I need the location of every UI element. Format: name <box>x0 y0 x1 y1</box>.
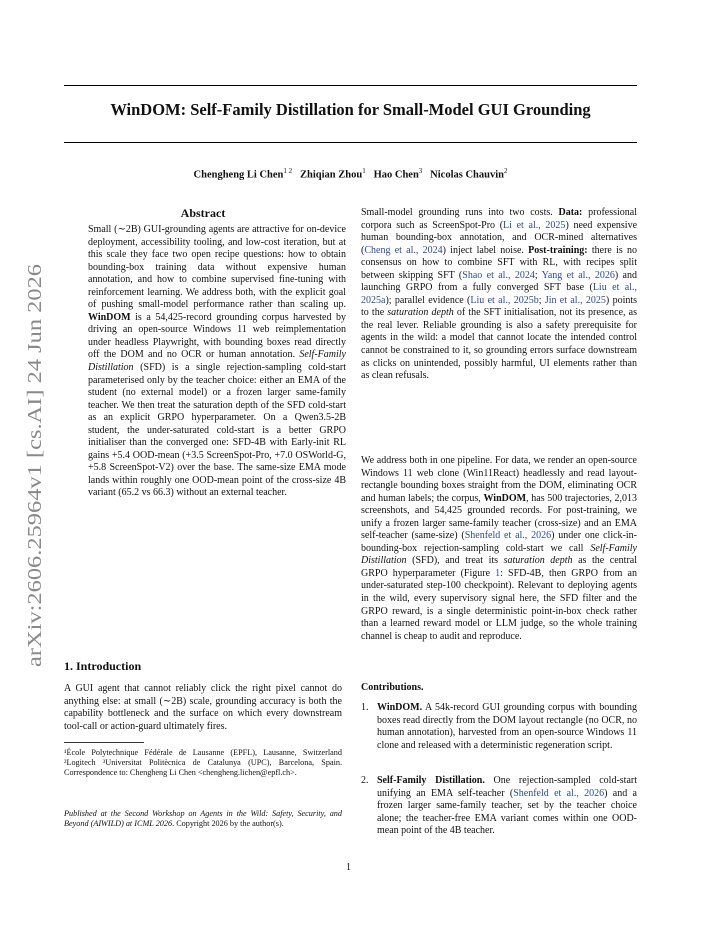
citation-link[interactable]: Yang et al., 2026 <box>541 269 615 281</box>
right-paragraph-1 <box>361 207 637 383</box>
label-data: Data: <box>558 207 583 218</box>
title-top-rule <box>64 85 637 86</box>
contribution-title: Self-Family Distillation. <box>377 775 485 786</box>
emphasis-text: saturation depth <box>387 307 454 319</box>
body-text: ; <box>534 269 542 281</box>
author-name: Hao Chen <box>373 169 419 181</box>
arxiv-side-label <box>10 262 52 672</box>
body-text: : SFD-4B, then GRPO from an under-saturated step-100 checkpoint). Relevant to deploying agents in the wild, every supervisory signal here, the SFD filter and the GRPO reward, is a single deterministic point-in-box check rather than a learned reward model or LLM judge, so the whole training channel is cheap to audit and reproduce. <box>361 567 637 642</box>
contribution-item-1 <box>377 702 637 752</box>
section-heading-introduction: 1. Introduction <box>64 659 142 673</box>
author-list <box>64 167 637 181</box>
intro-text: A GUI agent that cannot reliably click the right pixel cannot do anything else: at small (∼2B) scale, grounding accuracy is both the capability bottleneck and the surface on which every downstream tool-call or action-guard ultimately fires. <box>64 683 342 732</box>
author-affiliation: 1 2 <box>283 167 293 175</box>
publication-venue: Published at the Second Workshop on Agents in the Wild: Safety, Security, and Beyond (AIWILD) at ICML 2026 <box>64 809 342 829</box>
body-text: as the central GRPO hyperparameter (Figure <box>361 555 638 579</box>
body-text: professional corpora such as ScreenSpot-Pro ( <box>361 207 637 231</box>
body-text: of the SFT initialisation, not its presence, as the real lever. Reliable grounding is also a safety prerequisite for agents in the wild: a model that cannot locate the intended control cannot be constrained to it, so grounding errors surface downstream as clicks on unintended, possibly harmful, UI elements rather than as clean refusals. <box>361 307 638 382</box>
author-name: Zhiqian Zhou <box>300 169 363 181</box>
body-text: ; <box>538 294 545 306</box>
figure-reference-link[interactable]: 1 <box>495 567 501 579</box>
contribution-item-2 <box>377 775 637 838</box>
body-text: there is no consensus on how to combine SFT with RL, with recipes split between skipping SFT ( <box>361 244 637 281</box>
body-text: ) under one click-in-bounding-box rejection-sampling cold-start we call <box>361 530 637 554</box>
list-number: 2. <box>361 775 369 786</box>
author-name: Chengheng Li Chen <box>193 169 284 181</box>
contribution-title: WinDOM. <box>377 702 423 713</box>
author-affiliation: 3 <box>418 167 423 175</box>
copyright-text: . Copyright 2026 by the author(s). <box>172 819 284 829</box>
citation-link[interactable]: Shenfeld et al., 2026 <box>464 530 552 542</box>
right-paragraph-2 <box>361 455 637 643</box>
affiliation-footnote: ¹École Polytechnique Fédérale de Lausanne (EPFL), Lausanne, Switzerland ²Logitech ³Universitat Politècnica de Catalunya (UPC), Barcelona, Spain. Correspondence to: Chengheng Li Chen <chengheng.lichen@epfl.ch>. <box>64 748 342 778</box>
title-bottom-rule <box>64 142 637 143</box>
body-text: , has 500 trajectories, 2,013 screenshots, and 54,425 grounded records. For post-training, we unify a frozen larger same-family teacher (cross-size) and an EMA self-teacher (same-size) ( <box>361 492 638 542</box>
contributions-heading: Contributions. <box>361 682 424 693</box>
body-text: ) and launching GRPO from a fully converged SFT base ( <box>361 269 637 294</box>
body-text: One rejection-sampled cold-start unifying an EMA self-teacher ( <box>377 775 637 799</box>
author-name: Nicolas Chauvin <box>430 169 504 181</box>
abstract-text: (SFD) is a single rejection-sampling cold-start parameterised only by the teacher choice: either an EMA of the student (no external model) or a frozen larger same-family teacher. We then treat the saturation depth of the SFD cold-start as an explicit GRPO hyperparameter. On a Qwen3.5-2B student, the under-saturated cold-start is a better GRPO initialiser than the converged one: SFD-4B with Early-init RL gains +5.4 OOD-mean (+3.5 ScreenSpot-Pro, +7.0 OSWorld-G, +5.8 ScreenSpot-V2) over the base. The same-size EMA mode lands within roughly one OOD-mean point of the cross-size 4B variant (65.2 vs 66.3) without an external teacher. <box>88 362 346 499</box>
citation-link[interactable]: Shao et al., 2024 <box>462 269 535 281</box>
body-text: We address both in one pipeline. For data, we render an open-source Windows 11 web clone (Win11React) headlessly and read layout-rectangle bounding boxes straight from the DOM, eliminating OCR and human labels; the corpus, <box>361 455 637 504</box>
citation-link[interactable]: Li et al., 2025 <box>503 219 566 231</box>
footnote-rule <box>64 742 144 743</box>
publication-note <box>64 809 342 829</box>
label-post-training: Post-training: <box>528 244 588 256</box>
intro-paragraph <box>64 683 342 733</box>
abstract-text: Small (∼2B) GUI-grounding agents are attractive for on-device deployment, accessibility tooling, and low-cost iteration, but at this scale they face two open recipe questions: how to obtain bounding-box training data without expensive human annotation, and how to combine supervised fine-tuning with reinforcement learning. We address both, with the explicit goal of pushing small-model performance rather than scaling up. <box>88 224 346 311</box>
body-text: Small-model grounding runs into two costs. <box>361 207 559 218</box>
abstract-windom: WinDOM <box>88 311 131 323</box>
windom-name: WinDOM <box>483 492 527 504</box>
author-affiliation: 1 <box>362 167 366 175</box>
abstract-heading: Abstract <box>180 206 226 220</box>
emphasis-text: saturation depth <box>503 555 573 567</box>
body-text: ); parallel evidence ( <box>385 294 471 306</box>
abstract-body <box>88 224 346 500</box>
abstract-text: is a 54,425-record grounding corpus harvested by driving an open-source Windows 11 web reimplementation under headless Playwright, with bounding boxes read directly off the DOM and no OCR or human annotation. <box>88 311 346 361</box>
emphasis-text: Self-Family Distillation <box>361 542 637 567</box>
list-number: 1. <box>361 702 369 713</box>
body-text: ) need expensive human bounding-box annotation, and OCR-mined alternatives ( <box>361 219 638 256</box>
body-text: ) and a frozen larger same-family teacher, set by the teacher choice alone; the teacher-free EMA variant comes within one OOD-mean point of the 4B teacher. <box>377 787 637 837</box>
citation-link[interactable]: Jin et al., 2025 <box>544 294 606 306</box>
citation-link[interactable]: Cheng et al., 2024 <box>364 244 443 256</box>
abstract-sfd: Self-Family Distillation <box>88 349 346 374</box>
body-text: ) points to the <box>361 294 638 319</box>
paper-title: WinDOM: Self-Family Distillation for Small-Model GUI Grounding <box>110 100 591 119</box>
author-affiliation: 2 <box>503 167 508 175</box>
body-text: A 54k-record GUI grounding corpus with bounding boxes read directly from the DOM layout rectangle (no OCR, no human annotation), harvested from an open-source Windows 11 clone and released with a deterministic regeneration script. <box>377 702 637 751</box>
body-text: ) inject label noise. <box>442 244 529 256</box>
arxiv-identifier: arXiv:2606.25964v1 [cs.AI] 24 Jun 2026 <box>25 345 46 667</box>
body-text: (SFD), and treat its <box>406 555 504 567</box>
page-number: 1 <box>346 862 351 873</box>
citation-link[interactable]: Liu et al., 2025b <box>470 294 539 306</box>
citation-link[interactable]: Liu et al., 2025a <box>361 282 637 306</box>
citation-link[interactable]: Shenfeld et al., 2026 <box>513 787 605 799</box>
